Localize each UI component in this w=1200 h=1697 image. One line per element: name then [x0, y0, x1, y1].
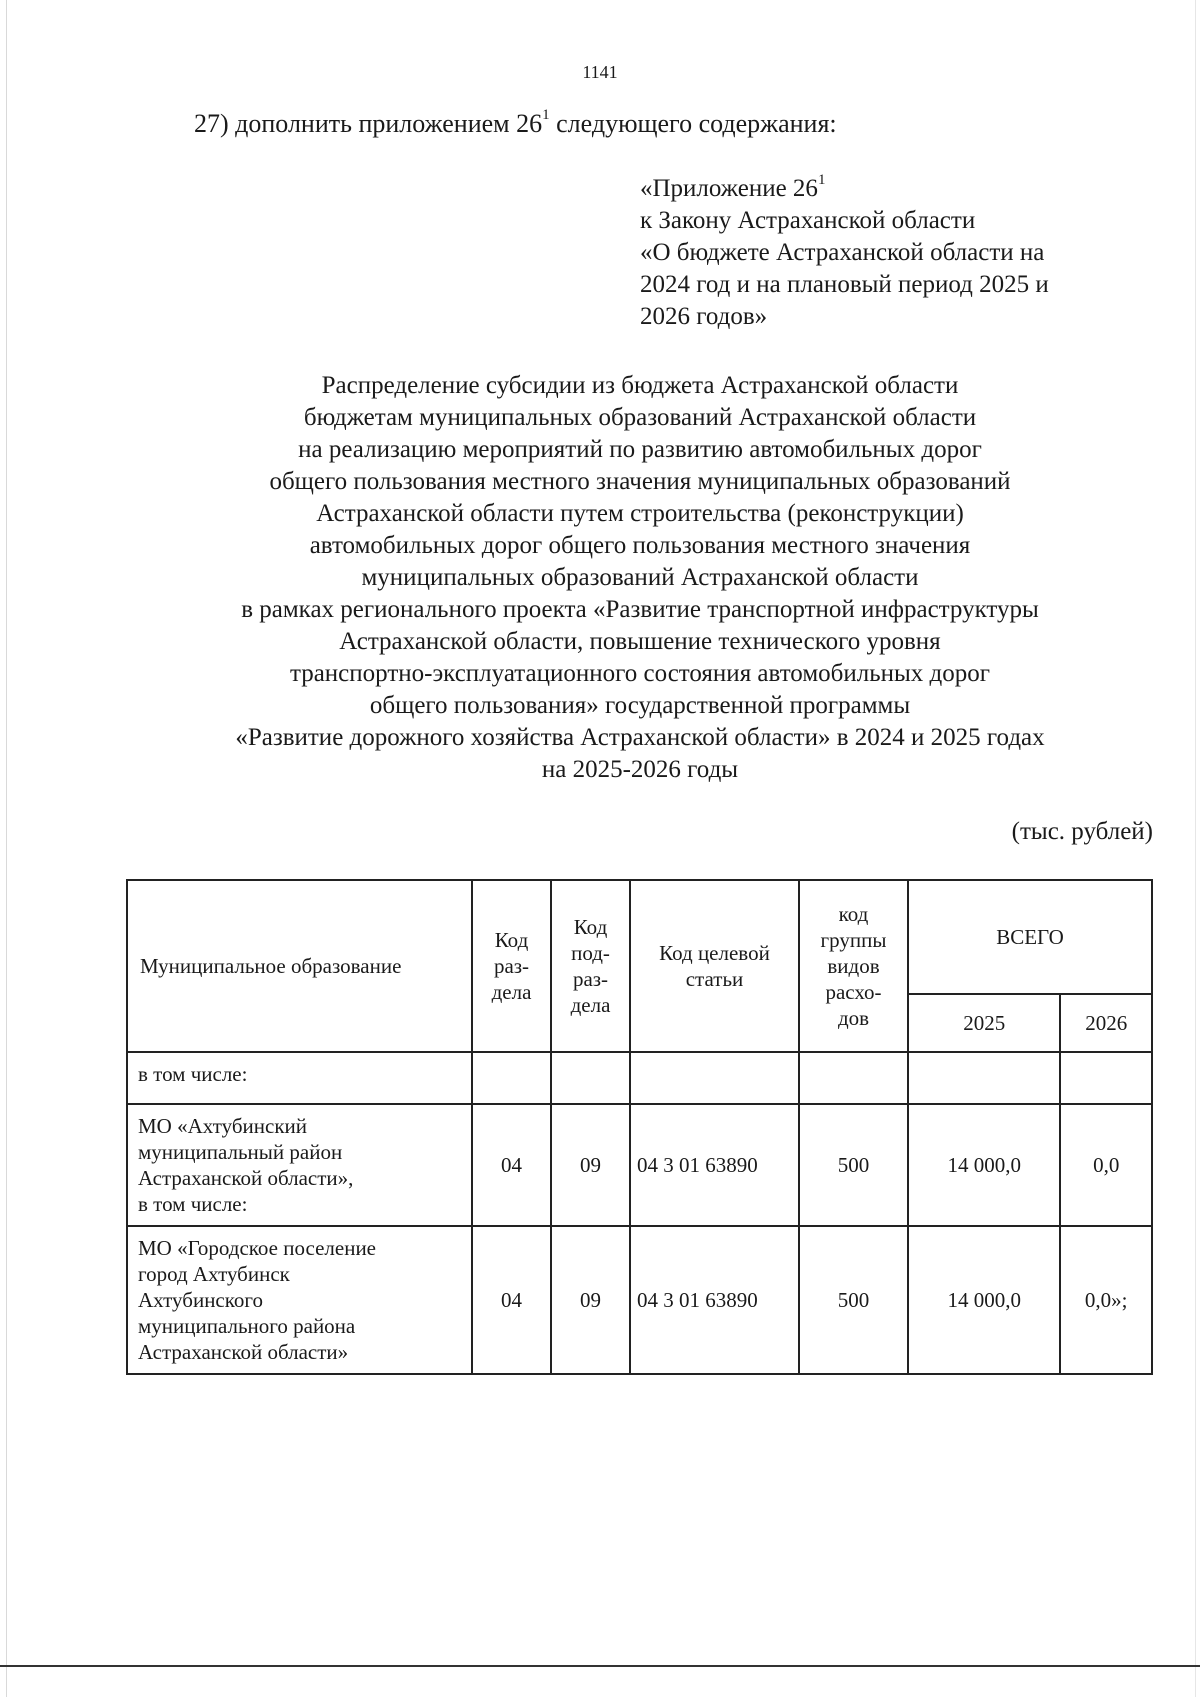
title-line: Распределение субсидии из бюджета Астраханской области: [321, 372, 959, 399]
table-row: [127, 1104, 1152, 1226]
header-line: раз-: [572, 967, 609, 991]
title-line: Астраханской области, повышение технического уровня: [339, 628, 941, 655]
municipality-line: муниципальный район: [138, 1140, 343, 1164]
target-code-cell: 04 3 01 63890: [630, 1226, 799, 1374]
intro-text: 27) дополнить приложением 26: [194, 109, 543, 138]
section-code-cell: 04: [472, 1104, 551, 1226]
appendix-reference: [640, 173, 1049, 333]
document-title: [100, 370, 1180, 786]
title-line: на реализацию мероприятий по развитию автомобильных дорог: [298, 436, 982, 463]
table-subheading-row: [127, 1052, 1152, 1104]
empty-cell: [1060, 1052, 1152, 1104]
header-line: под-: [571, 941, 610, 965]
header-line: дела: [491, 980, 532, 1004]
appendix-line-2: к Закону Астраханской области: [640, 207, 976, 234]
header-total: ВСЕГО: [908, 880, 1152, 994]
section-code-cell: 04: [472, 1226, 551, 1374]
appendix-line-5: 2026 годов»: [640, 303, 768, 330]
header-line: Код целевой: [659, 941, 770, 965]
municipality-line: город Ахтубинск: [138, 1262, 290, 1286]
municipality-line: Астраханской области»,: [138, 1166, 354, 1190]
municipality-line: Астраханской области»: [138, 1340, 349, 1364]
empty-cell: [630, 1052, 799, 1104]
title-line: автомобильных дорог общего пользования местного значения: [309, 532, 971, 559]
intro-superscript: 1: [542, 107, 550, 124]
budget-table: [126, 879, 1153, 1375]
table-header-row: [127, 880, 1152, 994]
expense-group-cell: 500: [799, 1226, 908, 1374]
header-line: Код: [494, 928, 529, 952]
title-line: в рамках регионального проекта «Развитие транспортной инфраструктуры: [241, 596, 1039, 623]
amount-2026-cell: 0,0»;: [1060, 1226, 1152, 1374]
header-line: код: [838, 902, 869, 926]
header-line: дов: [837, 1006, 870, 1030]
header-expense-group-code: [799, 880, 908, 1052]
header-line: статьи: [685, 967, 744, 991]
header-line: расхо-: [825, 980, 882, 1004]
appendix-line-1: [640, 173, 1049, 205]
subheading-cell: в том числе:: [127, 1052, 472, 1104]
header-section-code: [472, 880, 551, 1052]
empty-cell: [472, 1052, 551, 1104]
bottom-rule: [0, 1665, 1200, 1667]
amount-2026-cell: 0,0: [1060, 1104, 1152, 1226]
header-target-code: [630, 880, 799, 1052]
title-line: общего пользования местного значения муниципальных образований: [269, 468, 1011, 495]
municipality-line: МО «Городское поселение: [138, 1236, 377, 1260]
title-line: бюджетам муниципальных образований Астраханской области: [303, 404, 977, 431]
title-line: на 2025-2026 годы: [541, 756, 739, 783]
header-line: раз-: [493, 954, 530, 978]
title-line: «Развитие дорожного хозяйства Астраханской области» в 2024 и 2025 годах: [235, 724, 1045, 751]
municipality-line: муниципального района: [138, 1314, 356, 1338]
intro-suffix: следующего содержания:: [549, 109, 837, 138]
scan-edge-left: [6, 0, 7, 1697]
title-line: муниципальных образований Астраханской области: [361, 564, 919, 591]
header-line: Код: [573, 915, 608, 939]
empty-cell: [908, 1052, 1060, 1104]
subsection-code-cell: 09: [551, 1104, 630, 1226]
header-municipality: Муниципальное образование: [127, 880, 472, 1052]
appendix-superscript: 1: [817, 171, 826, 188]
subsection-code-cell: 09: [551, 1226, 630, 1374]
target-code-cell: 04 3 01 63890: [630, 1104, 799, 1226]
appendix-line-3: «О бюджете Астраханской области на: [640, 239, 1045, 266]
municipality-line: в том числе:: [138, 1192, 248, 1216]
appendix-line-4: 2024 год и на плановый период 2025 и: [640, 271, 1049, 298]
municipality-line: Ахтубинского: [138, 1288, 263, 1312]
amount-2025-cell: 14 000,0: [908, 1104, 1060, 1226]
header-line: дела: [570, 993, 611, 1017]
title-line: транспортно-эксплуатационного состояния автомобильных дорог: [289, 660, 991, 687]
page-number: 1141: [582, 62, 618, 82]
table-row: [127, 1226, 1152, 1374]
intro-paragraph: [194, 109, 837, 139]
header-subsection-code: [551, 880, 630, 1052]
header-year-2026: 2026: [1060, 994, 1152, 1052]
empty-cell: [551, 1052, 630, 1104]
scan-edge-right: [1195, 0, 1196, 1697]
municipality-cell: [127, 1104, 472, 1226]
header-line: видов: [827, 954, 880, 978]
title-line: общего пользования» государственной программы: [369, 692, 911, 719]
empty-cell: [799, 1052, 908, 1104]
title-line: Астраханской области путем строительства (реконструкции): [316, 500, 964, 527]
expense-group-cell: 500: [799, 1104, 908, 1226]
municipality-cell: [127, 1226, 472, 1374]
appendix-title: «Приложение 26: [640, 175, 818, 202]
amount-2025-cell: 14 000,0: [908, 1226, 1060, 1374]
municipality-line: МО «Ахтубинский: [138, 1114, 308, 1138]
header-year-2025: 2025: [908, 994, 1060, 1052]
header-line: группы: [820, 928, 887, 952]
units-label: (тыс. рублей): [1011, 818, 1153, 845]
